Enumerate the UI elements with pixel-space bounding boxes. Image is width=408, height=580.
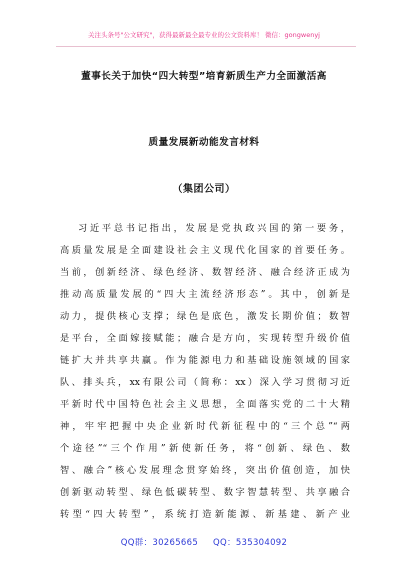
body-line: 动力，提供核心支撑；绿色是底色，激发长期价值；数智 xyxy=(60,311,350,322)
body-line: 转型“四大转型”，系统打造新能源、新基建、新产业 xyxy=(60,509,350,520)
body-line: 个途径”“三个作用”新使新任务，将“创新、绿色、数 xyxy=(60,443,350,454)
body-line: 习近平总书记指出，发展是党执政兴国的第一要务， xyxy=(78,223,350,234)
header-divider xyxy=(56,46,356,47)
contact-footer xyxy=(0,536,408,548)
qq-group-number: QQ群：30265665 xyxy=(120,538,199,548)
body-line: 智、融合”核心发展理念贯穿始终，突出价值创造，加快 xyxy=(60,465,350,476)
body-line: 是平台，全面嫁接赋能；融合是方向，实现转型升级价值 xyxy=(60,333,350,344)
document-title-line-1: 董事长关于加快“四大转型”培育新质生产力全面激活高 xyxy=(81,71,327,82)
document-body xyxy=(60,218,350,526)
qq-number: QQ：535304092 xyxy=(213,538,288,548)
document-title-line-2: 质量发展新动能发言材料 xyxy=(148,137,260,148)
body-line: 创新驱动转型、绿色低碳转型、数字智慧转型、共享融合 xyxy=(60,487,350,498)
body-line: 推动高质量发展的“四大主流经济形态”。其中，创新是 xyxy=(60,289,350,300)
body-line: 队、排头兵，xx有限公司（简称：xx）深入学习贯彻习近 xyxy=(60,377,350,388)
body-line: 链扩大并共享共赢。作为能源电力和基础设施领域的国家 xyxy=(60,355,350,366)
body-line: 平新时代中国特色社会主义思想，全面落实党的二十大精 xyxy=(60,399,350,410)
body-line: 神，牢牢把握中央企业新时代新征程中的“三个总”“两 xyxy=(60,421,350,432)
body-line: 高质量发展是全面建设社会主义现代化国家的首要任务。 xyxy=(60,245,350,256)
document-subtitle: （集团公司） xyxy=(172,184,236,195)
body-line: 当前，创新经济、绿色经济、数智经济、融合经济正成为 xyxy=(60,267,350,278)
promo-header: 关注头条号"公文研究"，获得最新最全最专业的公文资料库！ 微信：gongwenyj xyxy=(88,31,320,39)
